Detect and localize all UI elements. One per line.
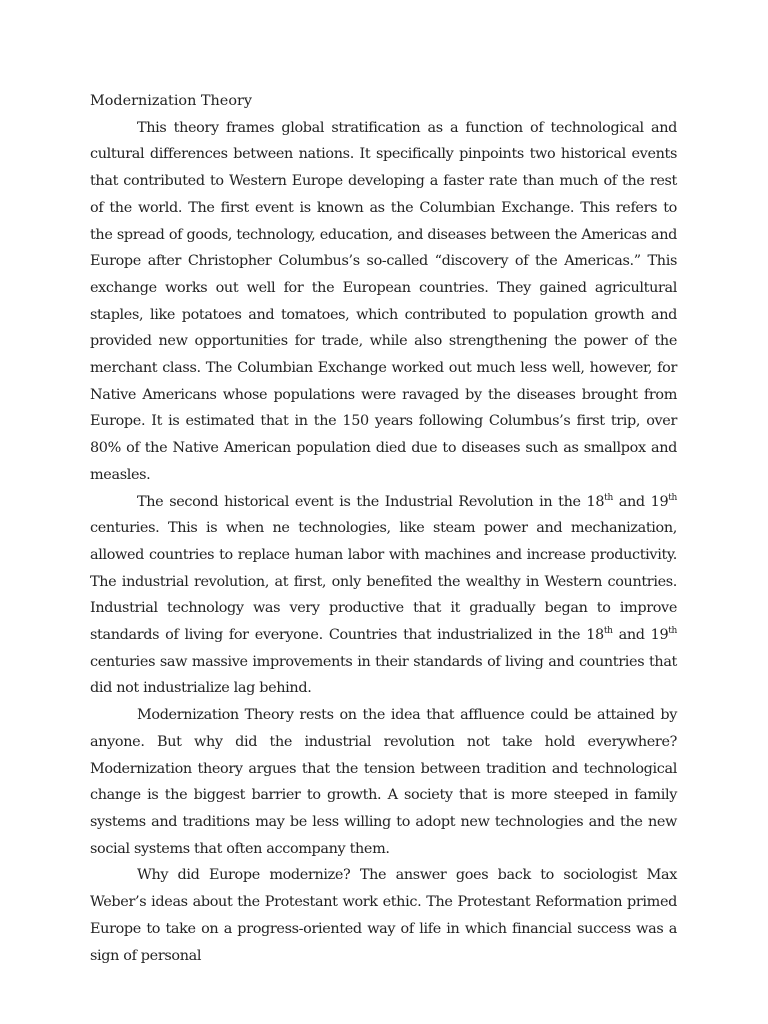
- paragraph-text: The second historical event is the Industrial Revolution in the 18: [137, 493, 605, 510]
- paragraph-industrial-revolution: [90, 489, 677, 703]
- paragraph-text: centuries. This is when ne technologies, like steam power and mechanization, allowed countries to replace human labor with machines and increase productivity. The industrial revolution, at first, only benefited the wealthy in Western countries. Industrial technology was very productive that it gradually began to improve standards of living for everyone. Countries that industrialized in the 18: [90, 520, 677, 644]
- paragraph-modernization-affluence: [90, 702, 677, 862]
- paragraph-europe-modernize: [90, 862, 677, 969]
- paragraph-text: Modernization Theory rests on the idea that affluence could be attained by anyone. But why did the industrial revolution not take hold everywhere? Modernization theory argues that the tension between tradition and technological change is the biggest barrier to growth. A society that is more steeped in family systems and traditions may be less willing to adopt new technologies and the new social systems that often accompany them.: [90, 707, 677, 857]
- ordinal-suffix: th: [668, 492, 677, 503]
- ordinal-suffix: th: [668, 626, 677, 637]
- paragraph-text: Why did Europe modernize? The answer goes back to sociologist Max Weber’s ideas about the Protestant work ethic. The Protestant Reformation primed Europe to take on a progress-oriented way of life in which financial success was a sign of personal: [90, 867, 677, 964]
- document-title: Modernization Theory: [90, 93, 252, 109]
- paragraph-text: centuries saw massive improvements in their standards of living and countries that did not industrialize lag behind.: [90, 653, 677, 697]
- ordinal-suffix: th: [603, 626, 613, 637]
- document-page: [90, 88, 677, 969]
- paragraph-columbian-exchange: [90, 115, 677, 489]
- paragraph-text: and 19: [612, 627, 669, 644]
- paragraph-text: This theory frames global stratification as a function of technological and cultural differences between nations. It specifically pinpoints two historical events that contributed to Western Europe developing a faster rate than much of the rest of the world. The first event is known as the Columbian Exchange. This refers to the spread of goods, technology, education, and diseases between the Americas and Europe after Christopher Columbus’s so-called “discovery of the Americas.” This exchange works out well for the European countries. They gained agricultural staples, like potatoes and tomatoes, which contributed to population growth and provided new opportunities for trade, while also strengthening the power of the merchant class. The Columbian Exchange worked out much less well, however, for Native Americans whose populations were ravaged by the diseases brought from Europe. It is estimated that in the 150 years following Columbus’s first trip, over 80% of the Native American population died due to diseases such as smallpox and measles.: [90, 119, 677, 483]
- ordinal-suffix: th: [604, 492, 613, 503]
- paragraph-text: and 19: [612, 493, 669, 510]
